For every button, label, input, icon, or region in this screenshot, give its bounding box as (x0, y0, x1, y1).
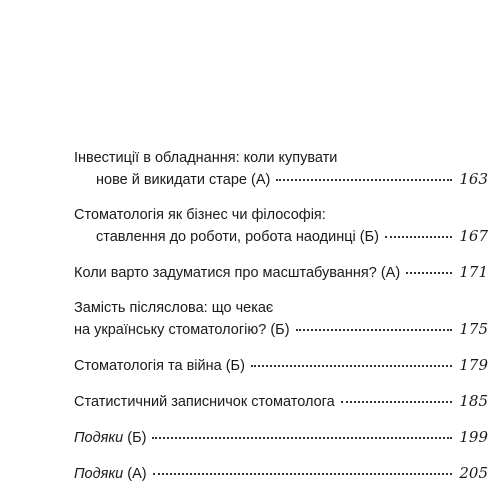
dot-leader (385, 236, 452, 238)
toc-page-number: 163 (459, 170, 488, 188)
dot-leader (152, 437, 452, 439)
toc-page-number: 179 (459, 356, 488, 374)
toc-page-number: 185 (459, 392, 488, 410)
dot-leader (153, 473, 452, 475)
dot-leader (406, 272, 452, 274)
toc-entry-title-line: нове й викидати старе (А) (96, 172, 271, 188)
toc-page-number: 171 (459, 263, 488, 281)
toc-entry-title-line (74, 464, 147, 485)
toc-entry-title-line: Стоматологія як бізнес чи філософія: (74, 207, 326, 223)
table-of-contents (74, 148, 488, 499)
toc-entry-title-suffix: (А) (123, 466, 147, 482)
toc-entry-title-line: ставлення до роботи, робота наодинці (Б) (96, 229, 379, 245)
dot-leader (341, 401, 452, 403)
toc-entry-title-line: Стоматологія та війна (Б) (74, 358, 245, 374)
toc-entry-title-line: Інвестиції в обладнання: коли купувати (74, 150, 338, 166)
toc-entry[interactable] (74, 391, 488, 413)
toc-entry[interactable] (74, 355, 488, 377)
toc-entry-title-suffix: (Б) (123, 430, 147, 446)
dot-leader (251, 365, 452, 367)
toc-entry-title-line: Статистичний записничок стоматолога (74, 394, 335, 410)
toc-entry-title-line (74, 428, 146, 449)
toc-entry[interactable] (74, 148, 488, 191)
toc-entry-title-line: на українську стоматологію? (Б) (74, 322, 290, 338)
toc-entry[interactable] (74, 262, 488, 284)
toc-entry[interactable] (74, 298, 488, 341)
toc-entry[interactable] (74, 427, 488, 449)
toc-page-number: 167 (459, 227, 488, 245)
dot-leader (296, 329, 452, 331)
toc-entry[interactable] (74, 205, 488, 248)
toc-entry-title-line: Коли варто задуматися про масштабування? (А) (74, 265, 401, 281)
toc-entry-title-italic: Подяки (74, 430, 124, 446)
toc-entry[interactable] (74, 463, 488, 485)
toc-entry-title-italic: Подяки (74, 466, 124, 482)
toc-page-number: 199 (459, 428, 488, 446)
toc-page-number: 205 (459, 464, 488, 482)
toc-page-number: 175 (459, 320, 488, 338)
toc-entry-title-line: Замість післяслова: що чекає (74, 300, 274, 316)
dot-leader (276, 179, 452, 181)
